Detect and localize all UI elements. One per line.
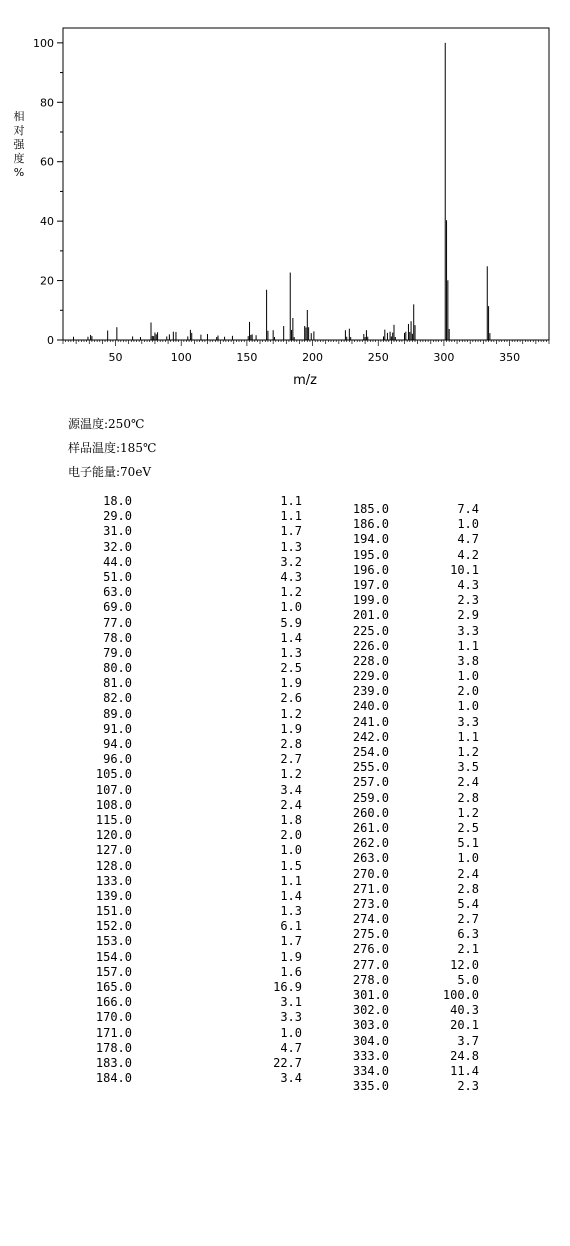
mz-value: 183.0 xyxy=(95,1055,132,1070)
abundance-value: 1.6 xyxy=(280,964,302,979)
abundance-value: 1.2 xyxy=(280,706,302,721)
mz-value: 81.0 xyxy=(103,676,132,691)
abundance-value: 1.9 xyxy=(280,721,302,736)
mz-value: 333.0 xyxy=(352,1048,389,1063)
mz-value: 257.0 xyxy=(352,775,389,790)
abundance-value: 2.8 xyxy=(457,790,479,805)
mz-value: 108.0 xyxy=(95,797,132,812)
mz-value: 197.0 xyxy=(352,577,389,592)
x-axis xyxy=(63,340,549,364)
abundance-value: 1.0 xyxy=(457,699,479,714)
mz-value: 31.0 xyxy=(103,524,132,539)
mz-value: 154.0 xyxy=(95,949,132,964)
mz-value: 270.0 xyxy=(352,866,389,881)
y-axis-label-char: 强 xyxy=(13,138,25,151)
abundance-value: 5.1 xyxy=(457,836,479,851)
mz-value: 91.0 xyxy=(103,721,132,736)
abundance-value: 3.4 xyxy=(280,1071,302,1086)
mz-value: 115.0 xyxy=(95,812,132,827)
abundance-value: 20.1 xyxy=(450,1018,479,1033)
abundance-value: 2.6 xyxy=(280,691,302,706)
abundance-value: 1.9 xyxy=(280,676,302,691)
abundance-value: 1.2 xyxy=(457,745,479,759)
mz-value: 105.0 xyxy=(95,767,132,782)
abundance-value: 1.7 xyxy=(280,934,302,949)
mz-value: 171.0 xyxy=(95,1025,132,1040)
mz-value: 195.0 xyxy=(352,547,389,562)
mz-value: 226.0 xyxy=(352,638,389,653)
abundance-value: 2.9 xyxy=(457,608,479,623)
abundance-value: 1.4 xyxy=(280,630,302,645)
abundance-value: 3.3 xyxy=(457,623,479,638)
abundance-value: 1.4 xyxy=(280,888,302,903)
abundance-value: 2.4 xyxy=(457,866,479,881)
mz-value: 69.0 xyxy=(103,600,132,615)
x-tick-label: 50 xyxy=(108,351,123,364)
x-axis-title: m/z xyxy=(293,373,317,388)
mz-value: 199.0 xyxy=(352,593,389,608)
abundance-value: 16.9 xyxy=(273,980,302,994)
abundance-value: 1.3 xyxy=(280,539,302,554)
mz-value: 29.0 xyxy=(103,509,132,524)
abundance-value: 1.0 xyxy=(457,851,479,866)
x-tick-label: 150 xyxy=(236,351,258,364)
abundance-value: 1.7 xyxy=(280,524,302,539)
source-temperature: 源温度:250℃ xyxy=(68,417,145,431)
abundance-value: 1.0 xyxy=(280,600,302,615)
mz-value: 303.0 xyxy=(352,1018,389,1033)
abundance-value: 2.3 xyxy=(457,593,479,608)
abundance-value: 40.3 xyxy=(450,1003,479,1018)
mz-value: 18.0 xyxy=(103,494,132,508)
mz-value: 151.0 xyxy=(95,904,132,919)
sample-temperature: 样品温度:185℃ xyxy=(68,441,157,455)
x-tick-label: 300 xyxy=(433,351,455,364)
mz-value: 79.0 xyxy=(103,645,132,660)
mz-value: 166.0 xyxy=(95,995,132,1010)
abundance-value: 4.3 xyxy=(457,577,479,592)
mz-value: 334.0 xyxy=(352,1063,389,1078)
abundance-value: 1.0 xyxy=(457,669,479,684)
abundance-value: 1.9 xyxy=(280,949,302,964)
mz-value: 133.0 xyxy=(95,873,132,888)
abundance-value: 3.2 xyxy=(280,554,302,569)
abundance-value: 1.0 xyxy=(457,517,479,532)
abundance-value: 3.1 xyxy=(280,995,302,1010)
mz-value: 261.0 xyxy=(352,820,389,835)
mz-value: 301.0 xyxy=(352,988,389,1002)
mz-value: 128.0 xyxy=(95,858,132,873)
abundance-value: 1.2 xyxy=(457,805,479,820)
mz-value: 225.0 xyxy=(352,623,389,638)
mz-value: 335.0 xyxy=(352,1079,389,1094)
mz-value: 63.0 xyxy=(103,585,132,600)
abundance-value: 3.7 xyxy=(457,1033,479,1048)
abundance-value: 2.0 xyxy=(280,828,302,843)
mz-value: 186.0 xyxy=(352,517,389,532)
y-axis-label xyxy=(14,109,26,179)
y-tick-label: 0 xyxy=(47,334,54,347)
abundance-value: 10.1 xyxy=(450,562,479,577)
abundance-value: 11.4 xyxy=(450,1063,479,1078)
abundance-value: 2.7 xyxy=(457,912,479,927)
mz-value: 241.0 xyxy=(352,714,389,729)
mz-value: 139.0 xyxy=(95,888,132,903)
abundance-value: 6.1 xyxy=(280,919,302,934)
mz-value: 185.0 xyxy=(352,502,389,516)
abundance-value: 1.5 xyxy=(280,858,302,873)
x-tick-label: 200 xyxy=(302,351,324,364)
x-tick-label: 350 xyxy=(499,351,521,364)
mz-value: 157.0 xyxy=(95,964,132,979)
abundance-value: 2.0 xyxy=(457,684,479,699)
mz-value: 263.0 xyxy=(352,851,389,866)
abundance-value: 2.4 xyxy=(280,797,302,812)
mz-value: 77.0 xyxy=(103,615,132,630)
y-tick-label: 20 xyxy=(40,274,54,288)
abundance-value: 2.1 xyxy=(457,942,479,957)
mz-value: 275.0 xyxy=(352,927,389,942)
acquisition-conditions xyxy=(68,412,156,484)
mz-value: 120.0 xyxy=(95,828,132,843)
abundance-value: 4.3 xyxy=(280,569,302,584)
mz-value: 201.0 xyxy=(352,608,389,623)
abundance-value: 6.3 xyxy=(457,927,479,942)
mz-value: 228.0 xyxy=(352,653,389,668)
mz-value: 194.0 xyxy=(352,532,389,547)
mz-value: 32.0 xyxy=(103,539,132,554)
abundance-value: 1.3 xyxy=(280,904,302,919)
mz-value: 262.0 xyxy=(352,836,389,851)
mz-value: 107.0 xyxy=(95,782,132,797)
mz-value: 96.0 xyxy=(103,752,132,767)
mz-value: 259.0 xyxy=(352,790,389,805)
abundance-value: 7.4 xyxy=(457,502,479,516)
mz-value: 274.0 xyxy=(352,912,389,927)
abundance-value: 1.2 xyxy=(280,585,302,600)
abundance-value: 1.0 xyxy=(280,1025,302,1040)
y-axis xyxy=(33,37,63,347)
abundance-value: 1.1 xyxy=(457,638,479,653)
mz-value: 51.0 xyxy=(103,569,132,584)
x-tick-label: 250 xyxy=(367,351,389,364)
electron-energy: 电子能量:70eV xyxy=(68,465,152,479)
abundance-value: 1.1 xyxy=(457,729,479,744)
abundance-value: 2.3 xyxy=(457,1079,479,1094)
abundance-value: 4.2 xyxy=(457,547,479,562)
mz-value: 229.0 xyxy=(352,669,389,684)
abundance-value: 1.2 xyxy=(280,767,302,782)
abundance-value: 12.0 xyxy=(450,957,479,972)
mz-value: 94.0 xyxy=(103,737,132,751)
y-axis-label-char: 对 xyxy=(13,124,25,137)
mz-value: 44.0 xyxy=(103,554,132,569)
abundance-value: 2.5 xyxy=(280,661,302,676)
mz-value: 304.0 xyxy=(352,1033,389,1048)
abundance-value: 1.3 xyxy=(280,645,302,660)
abundance-value: 1.8 xyxy=(280,812,302,827)
mz-value: 196.0 xyxy=(352,562,389,577)
abundance-value: 3.4 xyxy=(280,782,302,797)
mz-value: 89.0 xyxy=(103,706,132,721)
mz-value: 277.0 xyxy=(352,957,389,972)
plot-frame xyxy=(63,28,549,340)
abundance-value: 2.7 xyxy=(280,752,302,767)
mass-spectrum-chart xyxy=(0,0,570,400)
abundance-value: 1.1 xyxy=(280,873,302,888)
mz-value: 240.0 xyxy=(352,699,389,714)
abundance-value: 5.4 xyxy=(457,896,479,911)
y-tick-label: 60 xyxy=(40,155,54,169)
mz-value: 254.0 xyxy=(352,745,389,759)
x-tick-label: 100 xyxy=(170,351,192,364)
y-tick-label: 100 xyxy=(33,36,54,50)
mz-value: 260.0 xyxy=(352,805,389,820)
y-axis-label-char: % xyxy=(13,166,25,179)
mz-value: 78.0 xyxy=(103,630,132,645)
y-axis-label-char: 相 xyxy=(13,110,25,123)
abundance-value: 3.5 xyxy=(457,760,479,775)
mz-value: 152.0 xyxy=(95,919,132,934)
abundance-value: 22.7 xyxy=(273,1055,302,1070)
mz-value: 178.0 xyxy=(95,1040,132,1055)
mz-value: 302.0 xyxy=(352,1003,389,1018)
mz-value: 271.0 xyxy=(352,881,389,896)
mz-value: 255.0 xyxy=(352,760,389,775)
abundance-value: 24.8 xyxy=(450,1048,479,1063)
abundance-value: 2.5 xyxy=(457,820,479,835)
mz-value: 153.0 xyxy=(95,934,132,949)
mz-value: 82.0 xyxy=(103,691,132,706)
abundance-value: 3.3 xyxy=(280,1010,302,1025)
mz-value: 127.0 xyxy=(95,843,132,858)
mz-value: 242.0 xyxy=(352,729,389,744)
mz-value: 80.0 xyxy=(103,661,132,676)
y-tick-label: 40 xyxy=(40,215,54,229)
abundance-value: 5.0 xyxy=(457,972,479,987)
abundance-value: 100.0 xyxy=(442,988,479,1002)
abundance-value: 4.7 xyxy=(280,1040,302,1055)
abundance-value: 3.8 xyxy=(457,653,479,668)
abundance-value: 3.3 xyxy=(457,714,479,729)
mz-value: 165.0 xyxy=(95,980,132,994)
mz-value: 276.0 xyxy=(352,942,389,957)
abundance-value: 2.8 xyxy=(457,881,479,896)
mz-value: 278.0 xyxy=(352,972,389,987)
mz-value: 184.0 xyxy=(95,1071,132,1086)
abundance-value: 2.4 xyxy=(457,775,479,790)
mz-value: 273.0 xyxy=(352,896,389,911)
abundance-value: 1.0 xyxy=(280,843,302,858)
y-axis-label-char: 度 xyxy=(13,152,25,165)
abundance-value: 2.8 xyxy=(280,737,302,751)
abundance-value: 1.1 xyxy=(280,509,302,524)
abundance-value: 4.7 xyxy=(457,532,479,547)
y-tick-label: 80 xyxy=(40,96,54,110)
mz-value: 170.0 xyxy=(95,1010,132,1025)
abundance-value: 5.9 xyxy=(280,615,302,630)
peak-bars xyxy=(74,43,490,340)
abundance-value: 1.1 xyxy=(280,494,302,508)
mz-value: 239.0 xyxy=(352,684,389,699)
